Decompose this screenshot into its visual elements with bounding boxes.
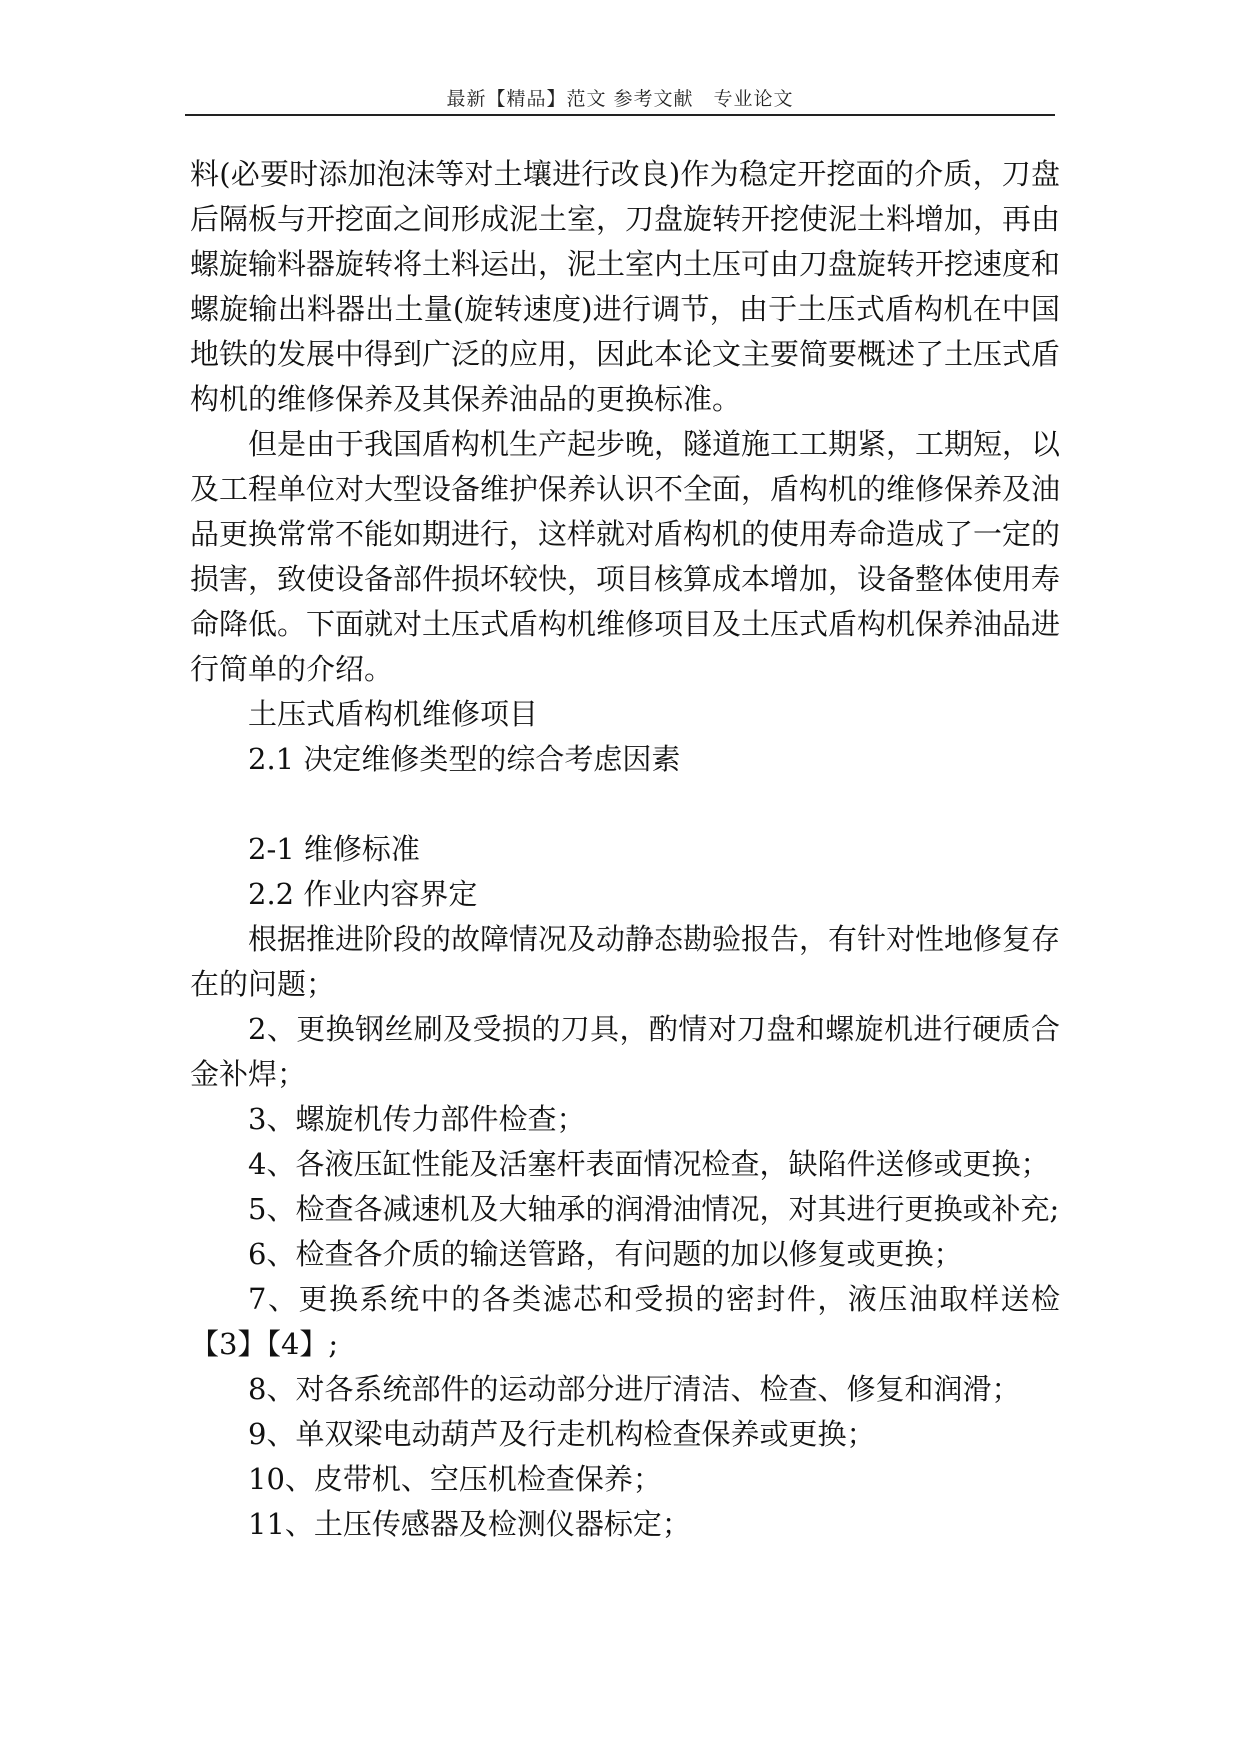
list-item: 6、检查各介质的输送管路，有问题的加以修复或更换； xyxy=(248,1237,963,1271)
list-item: 10、皮带机、空压机检查保养； xyxy=(248,1462,662,1496)
list-item: 4、各液压缸性能及活塞杆表面情况检查，缺陷件送修或更换； xyxy=(248,1147,1050,1181)
subsection-heading-2-2: 2.2 作业内容界定 xyxy=(248,877,478,911)
header-divider xyxy=(185,114,1055,116)
page-header: 最新【精品】范文 参考文献 专业论文 xyxy=(446,88,794,110)
list-item: 5、检查各减速机及大轴承的润滑油情况，对其进行更换或补充; xyxy=(248,1192,1060,1226)
paragraph-background: 但是由于我国盾构机生产起步晚，隧道施工工期紧，工期短，以及工程单位对大型设备维护保养认识不全面，盾构机的维修保养及油品更换常常不能如期进行，这样就对盾构机的使用寿命造成了一定的损害，致使设备部件损坏较快，项目核算成本增加，设备整体使用寿命降低。下面就对土压式盾构机维修项目及土压式盾构机保养油品进行简单的介绍。 xyxy=(190,427,1061,686)
section-heading: 土压式盾构机维修项目 xyxy=(248,697,539,731)
list-item: 8、对各系统部件的运动部分进厅清洁、检查、修复和润滑； xyxy=(248,1372,1021,1406)
list-item: 2、更换钢丝刷及受损的刀具，酌情对刀盘和螺旋机进行硬质合金补焊； xyxy=(190,1012,1060,1091)
list-item: 9、单双梁电动葫芦及行走机构检查保养或更换； xyxy=(248,1417,876,1451)
list-item: 11、土压传感器及检测仪器标定； xyxy=(248,1507,691,1541)
subsection-heading-2-1: 2.1 决定维修类型的综合考虑因素 xyxy=(248,742,681,776)
list-item: 根据推进阶段的故障情况及动静态勘验报告，有针对性地修复存在的问题； xyxy=(190,922,1061,1001)
paragraph-intro-continued: 料(必要时添加泡沫等对土壤进行改良)作为稳定开挖面的介质，刀盘后隔板与开挖面之间形成泥土室，刀盘旋转开挖使泥土料增加，再由螺旋输料器旋转将土料运出，泥土室内土压可由刀盘旋转开挖速度和螺旋输出料器出土量(旋转速度)进行调节，由于土压式盾构机在中国地铁的发展中得到广泛的应用，因此本论文主要简要概述了土压式盾构机的维修保养及其保养油品的更换标准。 xyxy=(190,157,1061,416)
list-item: 7、更换系统中的各类滤芯和受损的密封件，液压油取样送检【3】【4】; xyxy=(190,1282,1060,1361)
document-body xyxy=(190,152,1060,1547)
table-caption: 2-1 维修标准 xyxy=(248,832,420,866)
list-item: 3、螺旋机传力部件检查； xyxy=(248,1102,586,1136)
table-placeholder-space xyxy=(190,782,1060,827)
